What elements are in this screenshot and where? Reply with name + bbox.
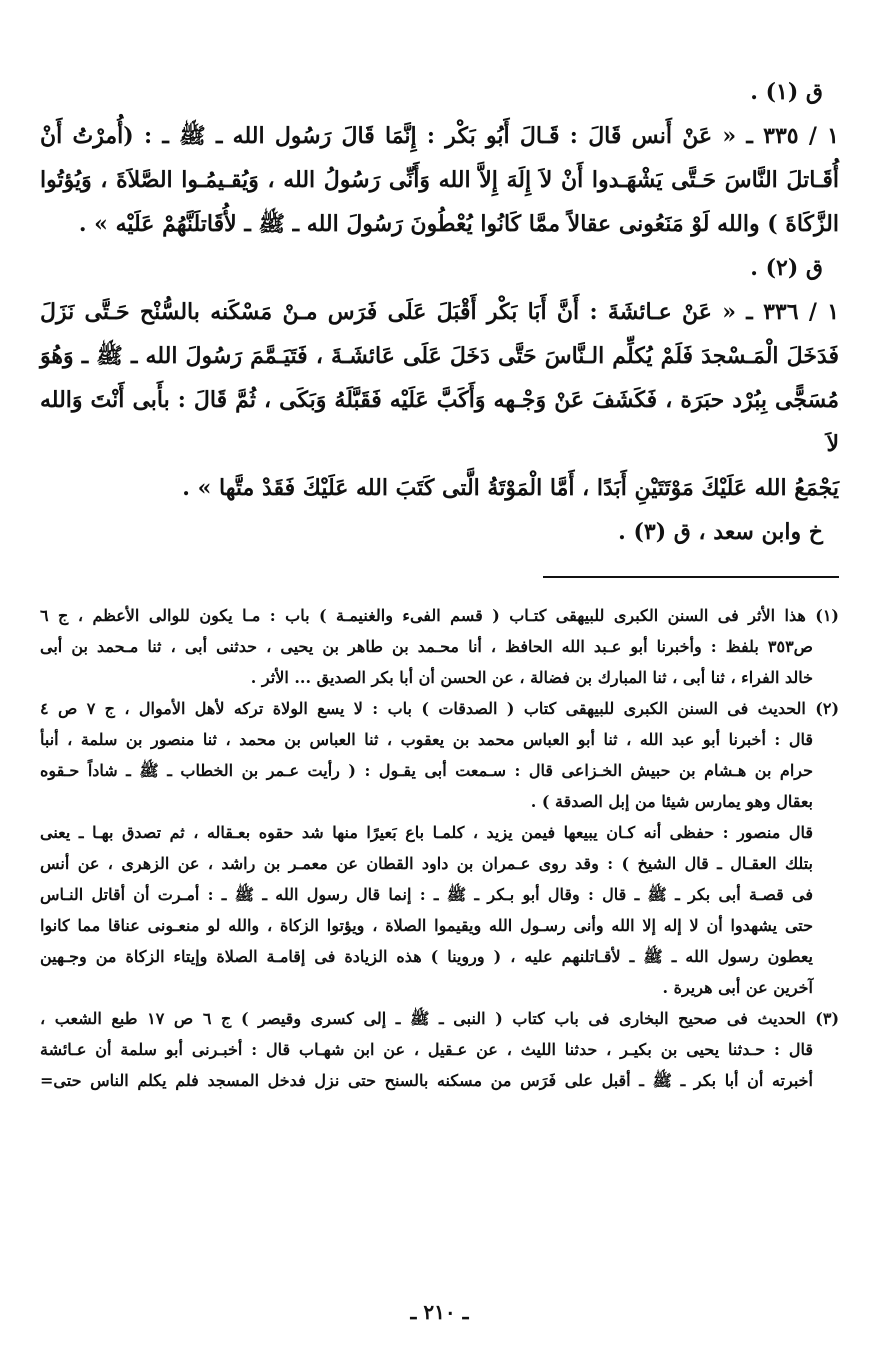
footnote-line: فى قصـة أبى بكر ـ ﷺ ـ قال : وقال أبو بـكر ـ ﷺ ـ : إنما قال رسول الله ـ ﷺ ـ : أمـرت أن أقاتل النـاس: [40, 885, 813, 904]
footnote-line: حتى يشهدوا أن لا إله إلا الله وأنى رسـول الله ويقيموا الصلاة ، ويؤتوا الزكاة ، والله لو منعـونى عناقا مما كانوا: [40, 916, 813, 935]
footnote-line: (٣) الحديث فى صحيح البخارى فى باب كتاب ( النبى ـ ﷺ ـ إلى كسرى وقيصر ) ج ٦ ص ١٧ طبع الشعب ،: [40, 1009, 840, 1028]
reference-line-335: ق (٢) .: [750, 255, 823, 281]
footnote-line: يعطون رسول الله ـ ﷺ ـ لأقـاتلنهم عليه ، ( وروينا ) هذه الزيادة فى إقامـة الصلاة وإيتاء الزكاة من وجـهين: [40, 947, 813, 966]
footnote-2: [40, 693, 839, 1003]
footnote-line: حرام بن هـشام بن حبيش الخـزاعى قال : سـمعت أبى يقـول : ( رأيت عـمر بن الخطاب ـ ﷺ ـ شاداً حـقوه: [40, 761, 813, 780]
footnote-1: [40, 600, 839, 693]
hadith-335-line: الزَّكَاةَ ) والله لَوْ مَنَعُونى عقالاً ممَّا كَانُوا يُعْطُونَ رَسُولَ الله ـ ﷺ ـ لأُقَاتلَنَّهُمْ عَلَيْه » .: [78, 211, 839, 237]
footnote-line: قال : أخبرنا أبو عبد الله ، ثنا أبو العباس محمد بن يعقوب ، ثنا العباس بن محمد ، ثنا منصور بن سلمة ، أنبأ: [40, 730, 813, 749]
hadith-335-line: ١ / ٣٣٥ ـ « عَنْ أَنس قَالَ : قَـالَ أَبُو بَكْر : إِنَّمَا قَالَ رَسُول الله ـ ﷺ ـ : (أُمرْتُ أَنْ: [40, 123, 839, 149]
reference-line-top: ق (١) .: [750, 79, 823, 105]
reference-line-336: خ وابن سعد ، ق (٣) .: [618, 519, 823, 545]
footnote-line: (١) هذا الأثر فى السنن الكبرى للبيهقى كتـاب ( قسم الفىء والغنيمـة ) باب : مـا يكون للوالى الأعظم ، ج ٦: [40, 606, 839, 625]
footnote-line: قال : حـدثنا يحيى بن بكيـر ، حدثنا الليث ، عن عـقيل ، عن ابن شهـاب قال : أخبـرنى أبو سلمة أن عـائشة: [40, 1040, 814, 1059]
hadith-336: [40, 290, 839, 510]
footnote-line: ص٣٥٣ بلفظ : وأخبرنا أبو عـبد الله الحافظ ، أنا محـمد بن طاهر بن يحيى ، حدثنى أبى ، ثنا مـحمد بن أبى: [40, 637, 813, 656]
hadith-335-line: أُقَـاتلَ النَّاسَ حَـتَّى يَشْهَـدوا أَنْ لاَ إِلَهَ إِلاَّ الله وَأَنِّى رَسُولُ الله ، وَيُقـيمُـوا الصَّلاَةَ ، وَيُؤتُوا: [40, 167, 839, 193]
page-number: ـ ٢١٠ ـ: [410, 1300, 469, 1324]
footnote-line: (٢) الحديث فى السنن الكبرى للبيهقى كتاب ( الصدقات ) باب : لا يسع الولاة تركه لأهل الأموال ، ج ٧ ص ٤: [40, 699, 840, 718]
hadith-336-line: ١ / ٣٣٦ ـ « عَنْ عـائشَةَ : أَنَّ أَبَا بَكْر أَقْبَلَ عَلَى فَرَس مـنْ مَسْكَنه بالسُّنْح حَـتَّى نَزَلَ: [40, 299, 840, 325]
footnote-line: قال منصور : حفظى أنه كـان يبيعها فيمن يزيد ، كلمـا باع بَعيرًا منها شد حقوه بعـقاله ، ثم تصدق بهـا ـ يعنى: [40, 823, 813, 842]
footnotes: [40, 600, 839, 1096]
hadith-336-line: يَجْمَعُ الله عَلَيْكَ مَوْتَتَيْنِ أَبَدًا ، أَمَّا الْمَوْتَةُ الَّتى كَتَبَ الله عَلَيْكَ فَقَدْ متَّها » .: [182, 475, 839, 501]
footnote-line: بتلك العقـال ـ قال الشيخ ) : وقد روى عـمران بن داود القطان عن معمـر بن راشد ، عن الزهرى ، عن أنس: [40, 854, 813, 873]
footnote-line: أخبرته أن أبا بكر ـ ﷺ ـ أقبل على فَرَس من مسكنه بالسنح حتى نزل فدخل المسجد فلم يكلم الناس حتى=: [40, 1071, 814, 1090]
page: [40, 70, 839, 1332]
footnote-line: بعقال وهو يمارس شيئا من إبل الصدقة ) .: [530, 792, 813, 811]
footnote-3: [40, 1003, 839, 1096]
hadith-336-line: فَدَخَلَ الْمَـسْجدَ فَلَمْ يُكلِّم الـنَّاسَ حَتَّى دَخَلَ عَلَى عَائشَـةَ ، فَتَيَـمَّمَ رَسُولَ الله ـ ﷺ ـ وَهُوَ: [40, 343, 839, 369]
hadith-335: [40, 114, 839, 246]
footnote-line: آخرين عن أبى هريرة .: [662, 978, 813, 997]
footnote-line: خالد الفراء ، ثنا أبى ، ثنا المبارك بن فضالة ، عن الحسن أن أبا بكر الصديق ... الأثر .: [250, 668, 813, 687]
footnote-divider: [543, 576, 839, 578]
hadith-336-line: مُسَجًّى بِبُرْد حبَرَة ، فَكَشَفَ عَنْ وَجْـهه وَأَكَبَّ عَلَيْه فَقَبَّلَهُ وَبَكَى ، ثُمَّ قَالَ : بأَبى أَنْتَ وَالله لاَ: [40, 387, 839, 457]
